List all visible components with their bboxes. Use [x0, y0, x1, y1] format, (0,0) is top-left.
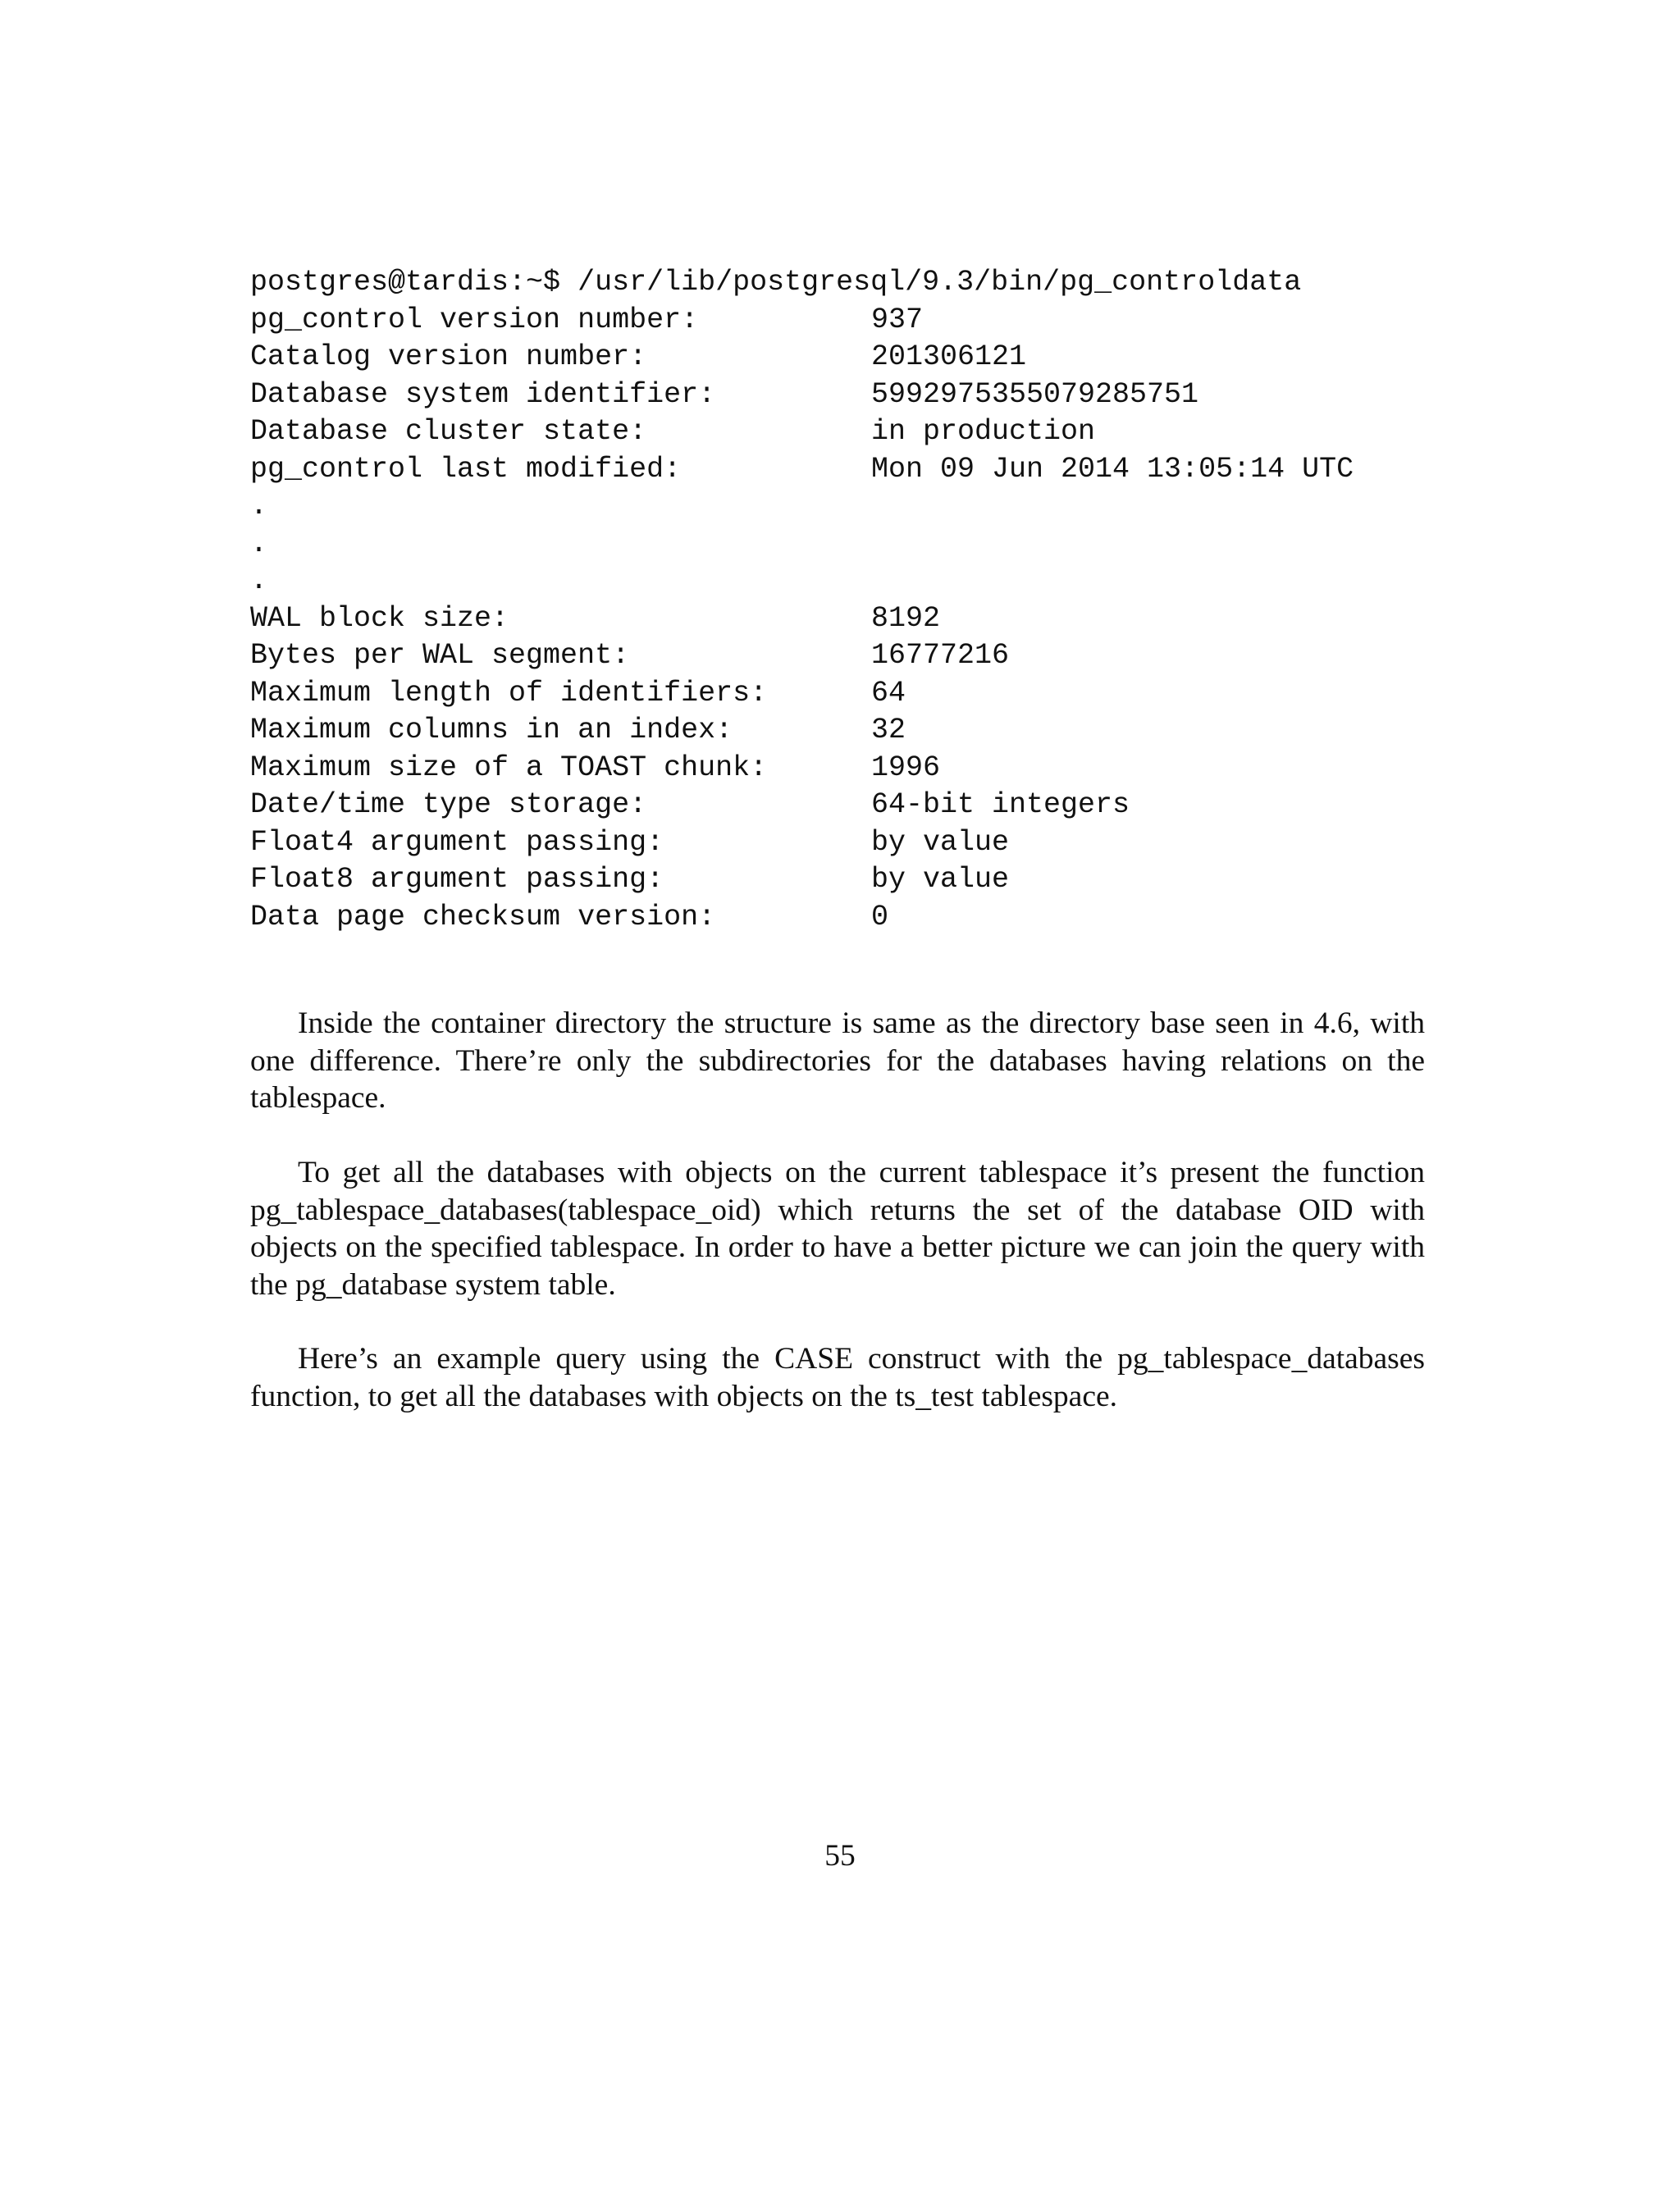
code-row-value: 64-bit integers — [871, 788, 1130, 821]
code-row-value: 201306121 — [871, 340, 1027, 373]
body-paragraph: To get all the databases with objects on the current tablespace it’s present the function pg_tablespace_databases(tablespace_oid) which returns the set of the database OID with objects on the specified tablespace. In order to have a better picture we can join the query with the pg_database system table. — [250, 1156, 1425, 1302]
code-row-value: Mon 09 Jun 2014 13:05:14 UTC — [871, 452, 1354, 486]
code-row-value: 8192 — [871, 601, 941, 635]
code-row-value: 1996 — [871, 751, 941, 784]
code-command-line — [250, 264, 1440, 302]
code-row-key: Float4 argument passing: — [250, 825, 664, 859]
code-row-value: by value — [871, 863, 1010, 896]
code-row-key: Bytes per WAL segment: — [250, 639, 630, 672]
ellipsis-dot: . — [250, 527, 268, 560]
code-row — [250, 750, 1440, 787]
code-row — [250, 302, 1440, 340]
code-row — [250, 787, 1440, 824]
code-row-key: pg_control version number: — [250, 303, 699, 336]
code-row — [250, 861, 1440, 899]
code-row-value: 16777216 — [871, 639, 1010, 672]
code-ellipsis-line — [250, 526, 1440, 564]
code-listing — [250, 264, 1440, 936]
code-ellipsis-line — [250, 488, 1440, 526]
code-row-key: Catalog version number: — [250, 340, 647, 373]
code-row-key: Database cluster state: — [250, 415, 647, 448]
shell-command: postgres@tardis:~$ /usr/lib/postgresql/9.3/bin/pg_controldata — [250, 266, 1302, 299]
code-row — [250, 824, 1440, 862]
code-row-key: Database system identifier: — [250, 377, 716, 411]
code-row-value: 937 — [871, 303, 924, 336]
code-row-key: WAL block size: — [250, 601, 509, 635]
code-row — [250, 675, 1440, 713]
code-row — [250, 637, 1440, 675]
code-row — [250, 712, 1440, 750]
code-row-key: Maximum length of identifiers: — [250, 676, 768, 710]
body-paragraph: Inside the container directory the structure is same as the directory base seen in 4.6, with one difference. There’re only the subdirectories for the databases having relations on the tablespace. — [250, 1006, 1425, 1115]
code-ellipsis-line — [250, 563, 1440, 600]
code-row — [250, 899, 1440, 937]
code-row-value: 32 — [871, 714, 906, 746]
code-row-key: Data page checksum version: — [250, 900, 716, 933]
code-row — [250, 451, 1440, 489]
code-row-value: 0 — [871, 900, 889, 933]
code-row — [250, 339, 1440, 377]
code-row-value: in production — [871, 415, 1096, 448]
code-row-key: Date/time type storage: — [250, 788, 647, 821]
ellipsis-dot: . — [250, 490, 268, 523]
code-row-value: 5992975355079285751 — [871, 377, 1199, 411]
code-row — [250, 413, 1440, 451]
code-row-key: Float8 argument passing: — [250, 863, 664, 896]
code-row-key: pg_control last modified: — [250, 452, 682, 486]
code-row — [250, 600, 1440, 638]
page-number: 55 — [824, 1839, 856, 1873]
ellipsis-dot: . — [250, 564, 268, 597]
code-row-key: Maximum columns in an index: — [250, 714, 733, 746]
code-row-value: 64 — [871, 676, 906, 710]
body-paragraph: Here’s an example query using the CASE construct with the pg_tablespace_databases function, to get all the databases with objects on the ts_test tablespace. — [250, 1342, 1425, 1413]
code-row-value: by value — [871, 825, 1010, 859]
code-row-key: Maximum size of a TOAST chunk: — [250, 751, 768, 784]
code-row — [250, 377, 1440, 414]
